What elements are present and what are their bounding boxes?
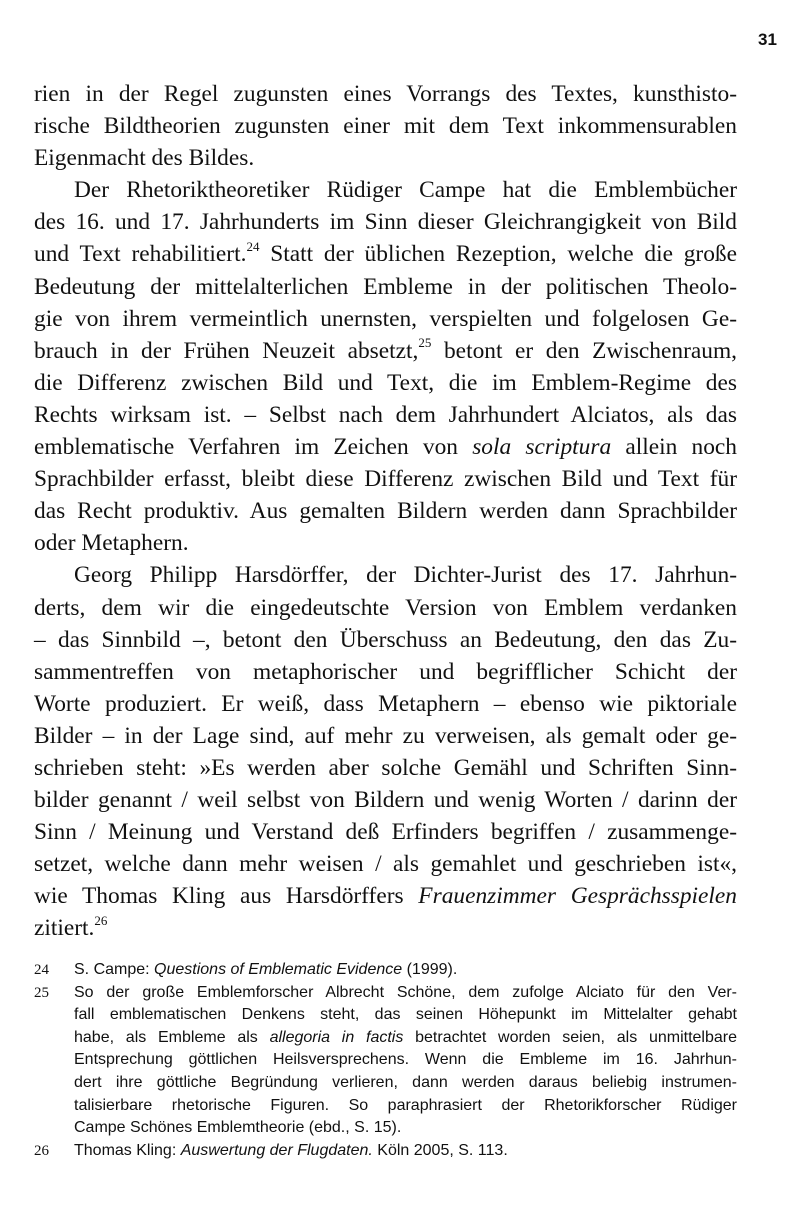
footnote-line [74,1140,737,1163]
text-line: Der Rhetoriktheoretiker Rüdiger Campe hat die Emblembücher [74,177,737,204]
footnote-line: Entsprechung göttlichen Heilsversprechens. Wenn die Embleme im 16. Jahrhun- [74,1051,737,1069]
text-run: habe, als Embleme als [74,1028,270,1046]
footnote-body [74,982,737,1140]
text-line: gie von ihrem vermeintlich unernsten, verspielten und folgelosen Ge- [34,305,737,332]
italic-title: Frauenzimmer Gesprächsspielen [418,883,737,910]
text-line: Sprachbilder erfasst, bleibt diese Differenz zwischen Bild und Text für [34,466,737,493]
text-line [34,880,737,912]
text-run: Statt der üblichen Rezeption, welche die große [259,241,737,268]
text-line: Rechts wirksam ist. – Selbst nach dem Jahrhundert Alciatos, als das [34,401,737,428]
text-line: rien in der Regel zugunsten eines Vorrangs des Textes, kunsthisto- [34,81,737,107]
text-line: sammentreffen von metaphorischer und begrifflicher Schicht der [34,658,737,685]
footnote-26 [34,1140,737,1163]
footnote-number: 26 [34,1142,49,1159]
footnote-ref-24[interactable]: 24 [246,238,260,254]
text-line: – das Sinnbild –, betont den Überschuss an Bedeutung, den das Zu- [34,626,737,653]
text-run: und Text rehabilitiert. [34,241,247,268]
footnote-line [74,959,737,982]
footnote-number: 24 [34,962,49,978]
footnote-line: fall emblematischen Denkens steht, das seinen Höhepunkt im Mittelalter gehabt [74,1006,737,1024]
text-run: emblematische Verfahren im Zeichen von [34,434,473,461]
text-line [34,431,737,463]
text-run: betrachtet worden seien, als unmittelbare [403,1028,737,1046]
italic-term: allegoria in factis [269,1028,404,1046]
text-run: betont er den Zwischenraum, [431,337,737,364]
italic-term: sola scriptura [472,434,612,461]
footnote-line: talisierbare rhetorische Figuren. So paraphrasiert der Rhetorikforscher Rüdiger [74,1096,737,1114]
paragraph-1 [34,78,737,174]
footnote-24 [34,959,737,982]
footnote-ref-26[interactable]: 26 [94,912,108,928]
text-line: Worte produziert. Er weiß, dass Metaphern – ebenso wie piktoriale [34,690,737,717]
text-line: derts, dem wir die eingedeutschte Version von Emblem verdanken [34,594,737,621]
text-line [34,238,737,270]
text-run: Thomas Kling: [74,1141,181,1159]
footnote-line: So der große Emblemforscher Albrecht Schöne, dem zufolge Alciato für den Ver- [74,983,737,1001]
footnote-line [74,1027,737,1050]
text-line: Bilder – in der Lage sind, auf mehr zu verweisen, als gemalt oder ge- [34,722,737,749]
text-line: setzet, welche dann mehr weisen / als gemahlet und geschrieben ist«, [34,851,737,878]
text-line: Bedeutung der mittelalterlichen Embleme in der politischen Theolo- [34,273,737,300]
page-number: 31 [758,30,777,49]
italic-title: Auswertung der Flugdaten. [180,1141,373,1159]
text-run: (1999). [402,961,458,978]
text-run: wie Thomas Kling aus Harsdörffers [34,883,419,910]
footnote-line: dert ihre göttliche Begründung verlieren, dann werden daraus beliebig instrumen- [74,1073,737,1091]
italic-title: Questions of Emblematic Evidence [154,961,403,978]
text-line: Sinn / Meinung und Verstand deß Erfinders begriffen / zusammenge- [34,819,737,846]
footnotes [34,959,737,1162]
paragraph-3 [34,559,737,944]
paragraph-2 [34,174,737,559]
footnote-number: 25 [34,984,49,1001]
text-run: zitiert. [34,915,95,942]
text-line: rische Bildtheorien zugunsten einer mit dem Text inkommensurablen [34,113,737,140]
footnote-ref-25[interactable]: 25 [418,334,432,350]
text-line: die Differenz zwischen Bild und Text, die im Emblem-Regime des [34,369,737,396]
text-line: schrieben steht: »Es werden aber solche Gemähl und Schriften Sinn- [34,754,737,781]
text-line [34,335,737,367]
text-run: S. Campe: [74,961,155,978]
text-line: das Recht produktiv. Aus gemalten Bildern werden dann Sprachbilder [34,498,737,525]
footnote-body [74,1140,737,1163]
text-line: oder Metaphern. [34,530,189,557]
text-line: des 16. und 17. Jahrhunderts im Sinn dieser Gleichrangigkeit von Bild [34,209,737,236]
footnote-body [74,959,737,982]
text-line: Georg Philipp Harsdörffer, der Dichter-Jurist des 17. Jahrhun- [74,562,737,589]
footnote-25 [34,982,737,1140]
text-run: allein noch [611,434,737,461]
body-text [34,78,737,945]
text-run: Köln 2005, S. 113. [372,1141,508,1159]
footnote-line: Campe Schönes Emblemtheorie (ebd., S. 15). [74,1119,402,1137]
text-run: brauch in der Frühen Neuzeit absetzt, [34,337,419,364]
text-line: Eigenmacht des Bildes. [34,145,255,172]
text-line [34,912,737,944]
text-line: bilder genannt / weil selbst von Bildern und wenig Worten / darinn der [34,787,737,814]
